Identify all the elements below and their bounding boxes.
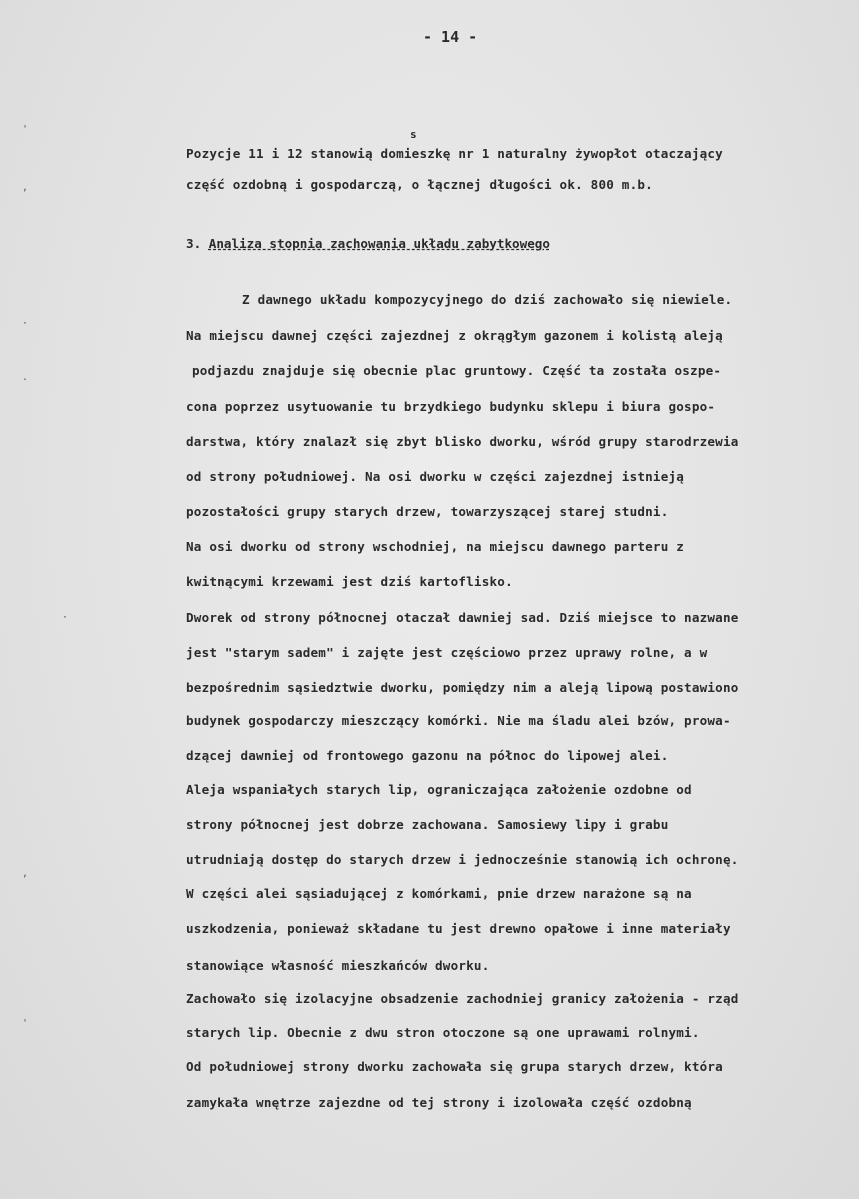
text-line: jest "starym sadem" i zajęte jest częściowo przez uprawy rolne, a w [186, 645, 708, 660]
text-line: cona poprzez usytuowanie tu brzydkiego budynku sklepu i biura gospo- [186, 399, 716, 414]
text-line: część ozdobną i gospodarczą, o łącznej długości ok. 800 m.b. [186, 177, 653, 192]
text-line: uszkodzenia, ponieważ składane tu jest drewno opałowe i inne materiały [186, 921, 731, 936]
text-line: starych lip. Obecnie z dwu stron otoczone są one uprawami rolnymi. [186, 1025, 700, 1040]
margin-mark: ' [22, 1018, 29, 1029]
section-number: 3. [186, 236, 202, 251]
text-line: pozostałości grupy starych drzew, towarzyszącej starej studni. [186, 504, 669, 519]
text-line: Aleja wspaniałych starych lip, ograniczająca założenie ozdobne od [186, 782, 692, 797]
margin-mark: · [22, 318, 29, 329]
text-line: dzącej dawniej od frontowego gazonu na północ do lipowej alei. [186, 748, 669, 763]
section-heading [186, 236, 550, 251]
text-line: od strony południowej. Na osi dworku w części zajezdnej istnieją [186, 469, 685, 484]
text-line: utrudniają dostęp do starych drzew i jednocześnie stanowią ich ochronę. [186, 852, 739, 867]
text-line: kwitnącymi krzewami jest dziś kartoflisko. [186, 574, 513, 589]
overstrike-mark: s [410, 128, 417, 141]
text-line: stanowiące własność mieszkańców dworku. [186, 958, 490, 973]
section-title: Analiza stopnia zachowania układu zabytkowego [208, 236, 550, 251]
text-line: Dworek od strony północnej otaczał dawniej sad. Dziś miejsce to nazwane [186, 610, 739, 625]
page-number: - 14 - [423, 28, 478, 46]
text-line: darstwa, który znalazł się zbyt blisko dworku, wśród grupy starodrzewia [186, 434, 739, 449]
text-line: Od południowej strony dworku zachowała się grupa starych drzew, która [186, 1059, 723, 1074]
text-line: budynek gospodarczy mieszczący komórki. Nie ma śladu alei bzów, prowa- [186, 713, 731, 728]
text-line: zamykała wnętrze zajezdne od tej strony i izolowała część ozdobną [186, 1095, 692, 1110]
text-line: Na miejscu dawnej części zajezdnej z okrągłym gazonem i kolistą aleją [186, 328, 723, 343]
text-line: Zachowało się izolacyjne obsadzenie zachodniej granicy założenia - rząd [186, 991, 739, 1006]
margin-mark: , [22, 868, 29, 879]
text-line: bezpośrednim sąsiedztwie dworku, pomiędzy nim a aleją lipową postawiono [186, 680, 739, 695]
text-line: podjazdu znajduje się obecnie plac gruntowy. Część ta została oszpe- [192, 363, 722, 378]
margin-mark: . [22, 372, 29, 383]
text-line: strony północnej jest dobrze zachowana. Samosiewy lipy i grabu [186, 817, 669, 832]
text-line: Na osi dworku od strony wschodniej, na miejscu dawnego parteru z [186, 539, 685, 554]
margin-mark: · [62, 612, 69, 623]
text-line: Pozycje 11 i 12 stanowią domieszkę nr 1 naturalny żywopłot otaczający [186, 146, 723, 161]
text-line: W części alei sąsiadującej z komórkami, pnie drzew narażone są na [186, 886, 692, 901]
text-line: Z dawnego układu kompozycyjnego do dziś zachowało się niewiele. [242, 292, 733, 307]
margin-mark: , [22, 182, 29, 193]
margin-mark: ' [22, 124, 29, 135]
